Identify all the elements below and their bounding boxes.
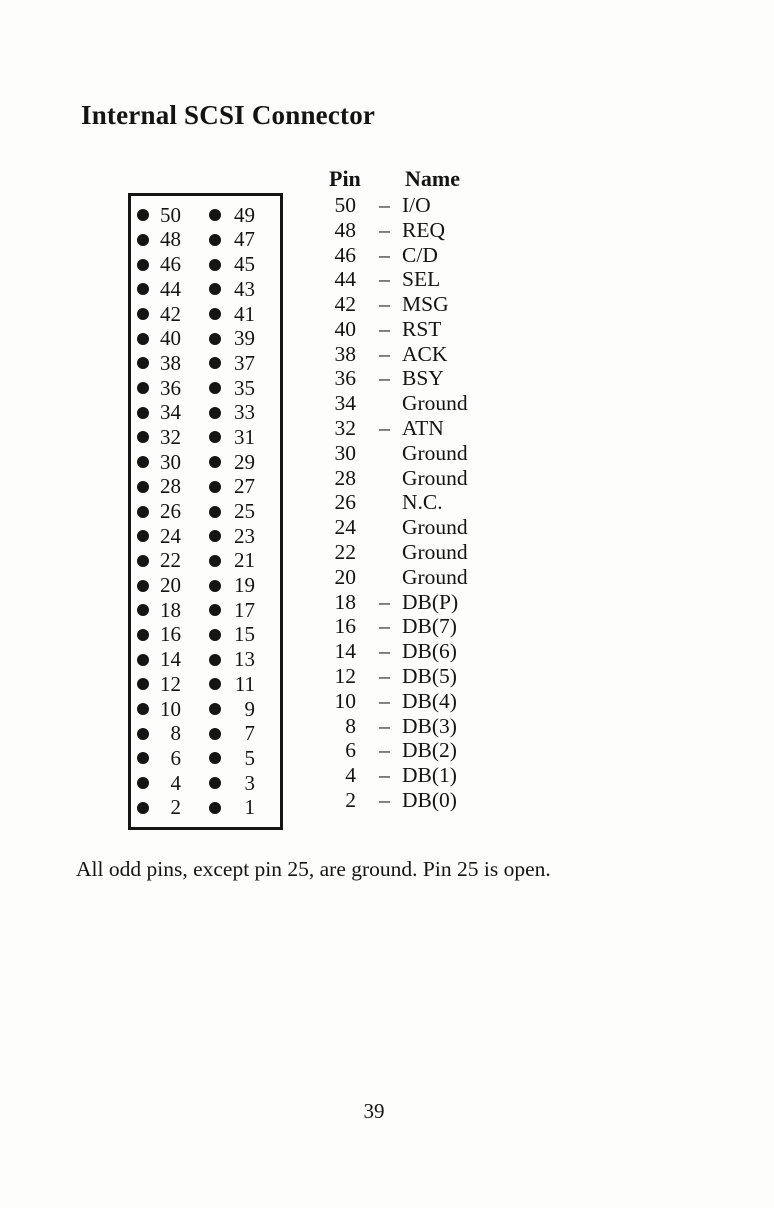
pin-cell: 44 — [334, 267, 356, 292]
connector-row — [131, 549, 280, 574]
even-pin-number: 14 — [160, 647, 181, 672]
connector-row — [131, 795, 280, 820]
even-pin-number: 2 — [170, 795, 181, 820]
pin-cell: 10 — [334, 688, 356, 713]
polarity-cell: – — [379, 242, 390, 267]
connector-pin-grid — [131, 203, 280, 820]
even-pin-number: 36 — [160, 375, 181, 400]
name-cell: ATN — [402, 416, 444, 441]
pin-table-row — [329, 292, 468, 317]
pin-dot-icon — [209, 357, 221, 369]
odd-pin-number: 29 — [234, 449, 255, 474]
polarity-cell: – — [379, 341, 390, 366]
pin-dot-icon — [137, 802, 149, 814]
pin-dot-icon — [137, 777, 149, 789]
even-pin-number: 18 — [160, 597, 181, 622]
connector-row — [131, 647, 280, 672]
pin-dot-icon — [137, 555, 149, 567]
name-cell: DB(0) — [402, 788, 457, 813]
pin-table-row — [329, 193, 468, 218]
odd-pin-number: 17 — [234, 597, 255, 622]
pin-dot-icon — [209, 678, 221, 690]
pin-dot-icon — [137, 580, 149, 592]
pin-cell: 6 — [345, 738, 356, 763]
pin-cell: 16 — [334, 614, 356, 639]
pin-table-row — [329, 515, 468, 540]
even-pin-number: 26 — [160, 499, 181, 523]
name-cell: DB(4) — [402, 688, 457, 713]
pin-cell: 22 — [334, 540, 356, 565]
pin-cell: 24 — [334, 515, 356, 540]
odd-pin-number: 19 — [234, 573, 255, 598]
pin-table-row — [329, 367, 468, 392]
pin-dot-icon — [137, 357, 149, 369]
pin-dot-icon — [209, 209, 221, 221]
connector-row — [131, 277, 280, 302]
even-pin-number: 46 — [160, 252, 181, 277]
footnote: All odd pins, except pin 25, are ground. Pin 25 is open. — [76, 857, 551, 881]
pin-dot-icon — [137, 629, 149, 641]
connector-row — [131, 252, 280, 277]
connector-row — [131, 524, 280, 549]
even-pin-number: 28 — [160, 474, 181, 499]
odd-pin-number: 47 — [234, 227, 255, 252]
polarity-cell: – — [379, 639, 390, 664]
pin-table-row — [329, 590, 468, 615]
pin-table-row — [329, 317, 468, 342]
odd-pin-number: 23 — [234, 523, 255, 548]
pin-table-header — [329, 166, 468, 193]
connector-row — [131, 573, 280, 598]
pin-dot-icon — [209, 530, 221, 542]
connector-row — [131, 326, 280, 351]
odd-pin-number: 45 — [234, 252, 255, 277]
pin-table-row — [329, 243, 468, 268]
connector-row — [131, 623, 280, 648]
pin-table-row — [329, 739, 468, 764]
odd-pin-number: 21 — [234, 548, 255, 573]
pin-cell: 30 — [334, 440, 356, 465]
even-pin-number: 42 — [160, 301, 181, 326]
name-cell: BSY — [402, 366, 444, 391]
pin-dot-icon — [137, 333, 149, 345]
name-cell: Ground — [402, 564, 468, 589]
pin-cell: 34 — [334, 391, 356, 416]
even-pin-number: 8 — [170, 721, 181, 746]
odd-pin-number: 35 — [234, 375, 255, 400]
pin-dot-icon — [209, 259, 221, 271]
pin-dot-icon — [137, 728, 149, 740]
pin-cell: 2 — [345, 788, 356, 813]
pin-dot-icon — [137, 506, 149, 518]
polarity-cell: – — [379, 316, 390, 341]
connector-row — [131, 351, 280, 376]
name-cell: Ground — [402, 515, 468, 540]
pin-table-row — [329, 565, 468, 590]
odd-pin-number: 43 — [234, 276, 255, 301]
pin-dot-icon — [209, 703, 221, 715]
pin-table-row — [329, 714, 468, 739]
polarity-cell: – — [379, 416, 390, 441]
even-pin-number: 4 — [170, 770, 181, 795]
connector-row — [131, 721, 280, 746]
page-title: Internal SCSI Connector — [81, 100, 376, 130]
pin-dot-icon — [209, 333, 221, 345]
pin-cell: 4 — [345, 763, 356, 788]
pin-dot-icon — [209, 382, 221, 394]
connector-row — [131, 425, 280, 450]
name-cell: DB(6) — [402, 639, 457, 664]
connector-row — [131, 228, 280, 253]
even-pin-number: 20 — [160, 573, 181, 598]
even-pin-number: 44 — [160, 276, 181, 301]
pin-cell: 38 — [334, 341, 356, 366]
polarity-cell: – — [379, 614, 390, 639]
name-cell: DB(1) — [402, 763, 457, 788]
name-cell: ACK — [402, 341, 448, 366]
pin-table-row — [329, 664, 468, 689]
pin-dot-icon — [209, 407, 221, 419]
name-cell: SEL — [402, 267, 441, 292]
connector-row — [131, 771, 280, 796]
pin-cell: 50 — [334, 192, 356, 217]
pin-cell: 28 — [334, 465, 356, 490]
even-pin-number: 38 — [160, 350, 181, 375]
even-pin-number: 48 — [160, 227, 181, 252]
name-cell: Ground — [402, 540, 468, 565]
even-pin-number: 34 — [160, 400, 181, 425]
pin-cell: 20 — [334, 564, 356, 589]
name-cell: C/D — [402, 242, 438, 267]
pin-dot-icon — [209, 728, 221, 740]
name-cell: Ground — [402, 391, 468, 416]
pin-dot-icon — [137, 456, 149, 468]
pin-dot-icon — [209, 481, 221, 493]
polarity-cell: – — [379, 217, 390, 242]
polarity-cell: – — [379, 688, 390, 713]
pin-dot-icon — [137, 382, 149, 394]
odd-pin-number: 13 — [234, 647, 255, 672]
pin-table-body — [329, 193, 468, 813]
name-cell: DB(P) — [402, 589, 459, 614]
polarity-cell: – — [379, 738, 390, 763]
scsi-connector-diagram — [128, 193, 283, 830]
name-cell: DB(7) — [402, 614, 457, 639]
pin-dot-icon — [137, 604, 149, 616]
odd-pin-number: 9 — [244, 696, 255, 721]
polarity-cell: – — [379, 192, 390, 217]
polarity-cell: – — [379, 664, 390, 689]
pin-dot-icon — [137, 234, 149, 246]
odd-pin-number: 33 — [234, 400, 255, 425]
odd-pin-number: 11 — [234, 671, 255, 696]
polarity-cell: – — [379, 589, 390, 614]
polarity-cell: – — [379, 788, 390, 813]
pin-dot-icon — [209, 629, 221, 641]
odd-pin-number: 31 — [234, 424, 255, 449]
polarity-cell: – — [379, 366, 390, 391]
name-column-header: Name — [405, 166, 460, 191]
pin-table-row — [329, 540, 468, 565]
pin-cell: 40 — [334, 316, 356, 341]
even-pin-number: 22 — [160, 548, 181, 573]
pin-dot-icon — [137, 703, 149, 715]
pin-dot-icon — [209, 580, 221, 592]
connector-row — [131, 598, 280, 623]
name-cell: Ground — [402, 465, 468, 490]
connector-row — [131, 474, 280, 499]
pin-dot-icon — [209, 555, 221, 567]
pin-dot-icon — [209, 752, 221, 764]
pin-table-row — [329, 491, 468, 516]
even-pin-number: 30 — [160, 449, 181, 474]
pin-dot-icon — [137, 431, 149, 443]
even-pin-number: 12 — [160, 671, 181, 696]
even-pin-number: 40 — [160, 326, 181, 351]
odd-pin-number: 41 — [234, 301, 255, 326]
odd-pin-number: 49 — [234, 202, 255, 227]
pin-cell: 12 — [334, 664, 356, 689]
name-cell: N.C. — [402, 490, 443, 515]
pin-dot-icon — [209, 308, 221, 320]
even-pin-number: 32 — [160, 424, 181, 449]
even-pin-number: 50 — [160, 202, 181, 227]
connector-row — [131, 746, 280, 771]
pin-dot-icon — [137, 407, 149, 419]
pin-dot-icon — [137, 209, 149, 221]
name-cell: REQ — [402, 217, 445, 242]
odd-pin-number: 5 — [244, 745, 255, 770]
pin-cell: 8 — [345, 713, 356, 738]
pin-dot-icon — [137, 283, 149, 295]
pin-dot-icon — [209, 802, 221, 814]
pin-table-row — [329, 218, 468, 243]
even-pin-number: 10 — [160, 696, 181, 721]
odd-pin-number: 37 — [234, 350, 255, 375]
pin-cell: 32 — [334, 416, 356, 441]
even-pin-number: 24 — [160, 523, 181, 548]
pin-table — [329, 166, 468, 813]
connector-row — [131, 697, 280, 722]
pin-table-row — [329, 466, 468, 491]
odd-pin-number: 3 — [244, 770, 255, 795]
pin-cell: 36 — [334, 366, 356, 391]
pin-dot-icon — [209, 777, 221, 789]
pin-dot-icon — [137, 530, 149, 542]
pin-table-row — [329, 416, 468, 441]
name-cell: DB(3) — [402, 713, 457, 738]
connector-row — [131, 400, 280, 425]
pin-dot-icon — [209, 283, 221, 295]
pin-table-row — [329, 391, 468, 416]
pin-dot-icon — [209, 654, 221, 666]
polarity-cell: – — [379, 763, 390, 788]
pin-table-row — [329, 615, 468, 640]
pin-dot-icon — [137, 678, 149, 690]
pin-dot-icon — [137, 654, 149, 666]
pin-cell: 46 — [334, 242, 356, 267]
name-cell: I/O — [402, 192, 431, 217]
pin-dot-icon — [137, 481, 149, 493]
pin-dot-icon — [209, 456, 221, 468]
odd-pin-number: 1 — [244, 795, 255, 820]
page-number: 39 — [363, 1099, 385, 1123]
even-pin-number: 6 — [170, 745, 181, 770]
connector-row — [131, 499, 280, 524]
pin-dot-icon — [209, 604, 221, 616]
even-pin-number: 16 — [160, 622, 181, 647]
name-cell: Ground — [402, 440, 468, 465]
pin-dot-icon — [137, 752, 149, 764]
connector-row — [131, 672, 280, 697]
name-cell: DB(2) — [402, 738, 457, 763]
connector-row — [131, 302, 280, 327]
pin-table-row — [329, 441, 468, 466]
pin-table-row — [329, 788, 468, 813]
polarity-cell: – — [379, 713, 390, 738]
odd-pin-number: 39 — [234, 326, 255, 351]
connector-row — [131, 203, 280, 228]
pin-dot-icon — [209, 506, 221, 518]
pin-cell: 48 — [334, 217, 356, 242]
polarity-cell: – — [379, 292, 390, 317]
name-cell: DB(5) — [402, 664, 457, 689]
connector-row — [131, 376, 280, 401]
pin-cell: 42 — [334, 292, 356, 317]
pin-table-row — [329, 267, 468, 292]
pin-table-row — [329, 689, 468, 714]
pin-cell: 18 — [334, 589, 356, 614]
odd-pin-number: 7 — [244, 721, 255, 746]
pin-dot-icon — [137, 259, 149, 271]
pin-dot-icon — [209, 431, 221, 443]
odd-pin-number: 25 — [234, 499, 255, 523]
pin-column-header: Pin — [329, 166, 361, 191]
pin-table-row — [329, 342, 468, 367]
pin-cell: 14 — [334, 639, 356, 664]
name-cell: RST — [402, 316, 442, 341]
connector-row — [131, 450, 280, 475]
pin-table-row — [329, 639, 468, 664]
pin-table-row — [329, 763, 468, 788]
odd-pin-number: 27 — [234, 474, 255, 499]
pin-dot-icon — [209, 234, 221, 246]
name-cell: MSG — [402, 292, 449, 317]
pin-cell: 26 — [334, 490, 356, 515]
pin-dot-icon — [137, 308, 149, 320]
polarity-cell: – — [379, 267, 390, 292]
odd-pin-number: 15 — [234, 622, 255, 647]
